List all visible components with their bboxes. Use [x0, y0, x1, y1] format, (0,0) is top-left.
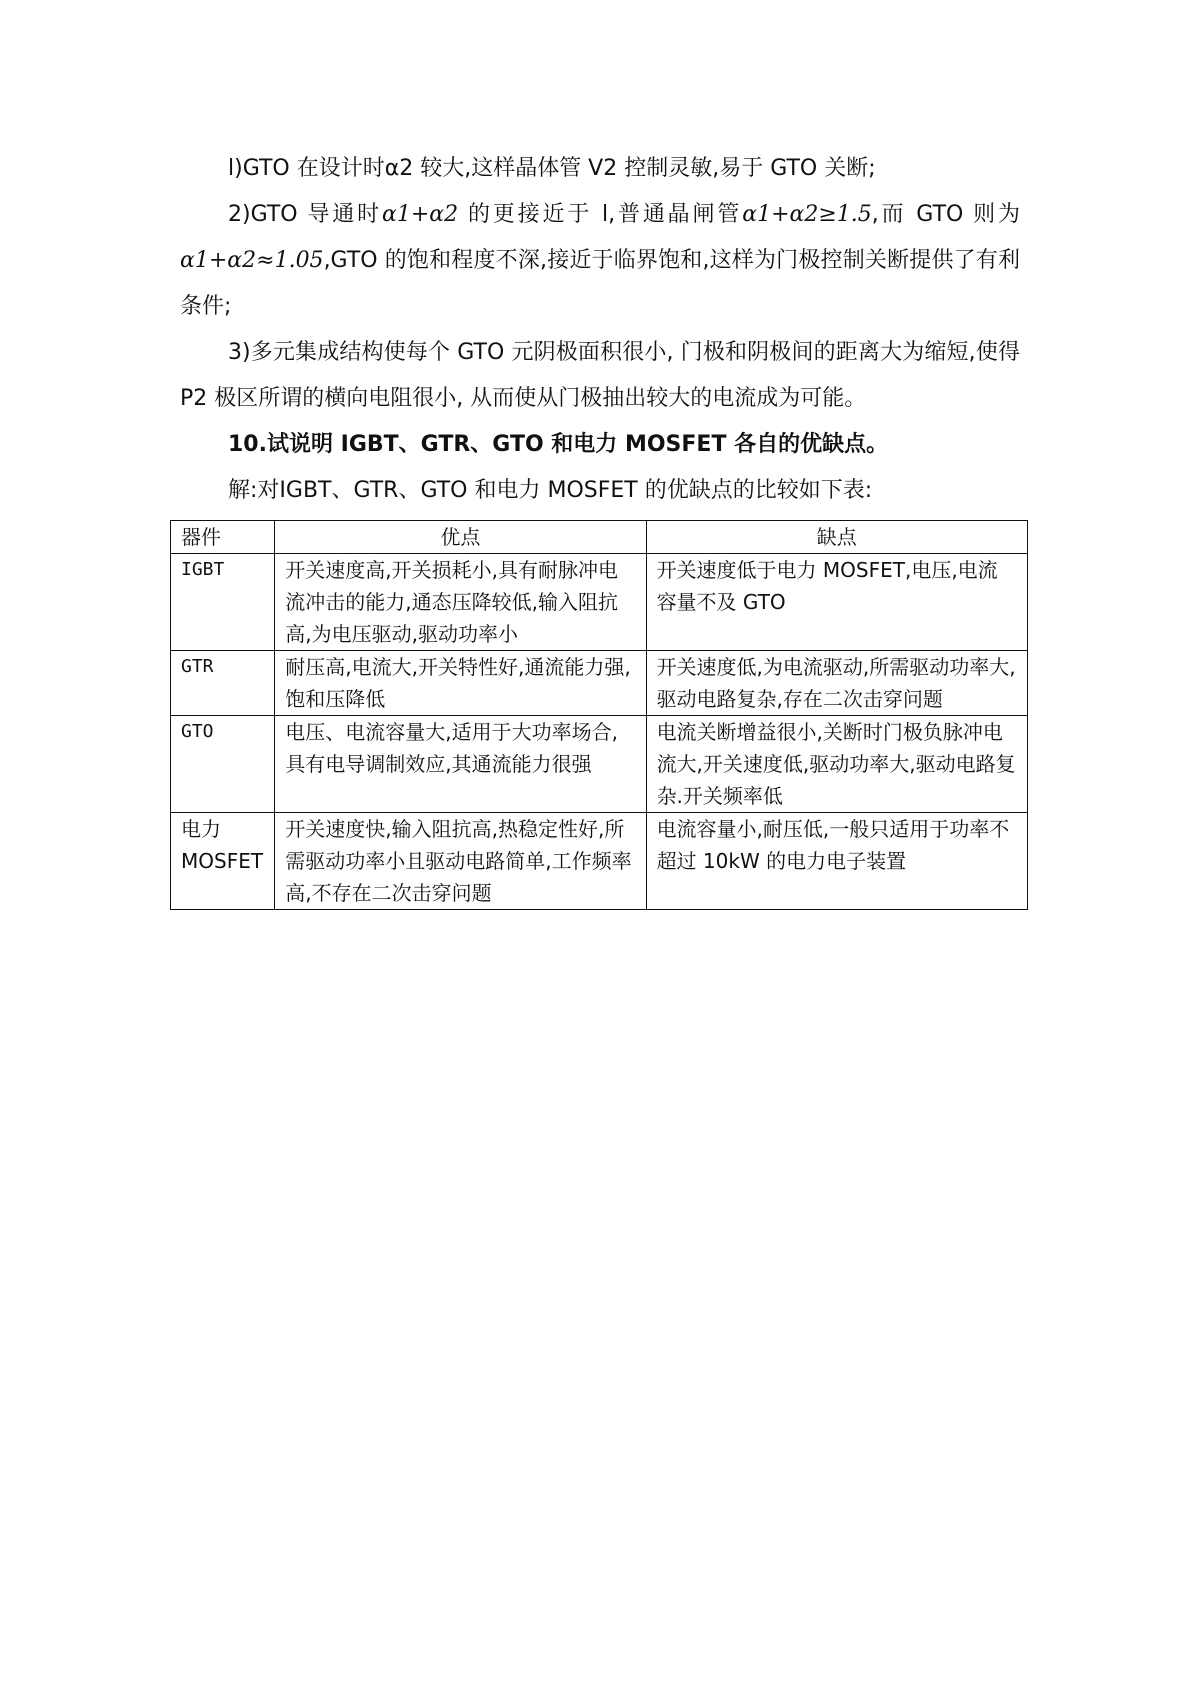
cell-advantages: 电压、电流容量大,适用于大功率场合,具有电导调制效应,其通流能力很强 [275, 716, 646, 813]
cell-device: 电力 MOSFET [171, 813, 275, 910]
cell-advantages: 耐压高,电流大,开关特性好,通流能力强,饱和压降低 [275, 651, 646, 716]
formula-thyristor: α1+α2≥1.5 [742, 202, 872, 227]
formula-alpha-sum: α1+α2 [381, 202, 459, 227]
header-advantages: 优点 [275, 521, 646, 554]
paragraph-2 [180, 192, 1020, 330]
cell-disadvantages: 电流关断增益很小,关断时门极负脉冲电流大,开关速度低,驱动功率大,驱动电路复杂.开关频率低 [646, 716, 1027, 813]
comparison-table [170, 520, 1028, 910]
table-row [171, 554, 1028, 651]
paragraph-1: l)GTO 在设计时α2 较大,这样晶体管 V2 控制灵敏,易于 GTO 关断; [228, 156, 876, 181]
cell-disadvantages: 开关速度低于电力 MOSFET,电压,电流容量不及 GTO [646, 554, 1027, 651]
paragraph-2-text-a: 2)GTO 导通时 [228, 202, 382, 227]
formula-gto: α1+α2≈1.05 [180, 248, 324, 273]
table-row [171, 651, 1028, 716]
paragraph-2-text-b: 的更接近于 l,普通晶闸管 [458, 202, 743, 227]
cell-advantages: 开关速度高,开关损耗小,具有耐脉冲电流冲击的能力,通态压降较低,输入阻抗高,为电压驱动,驱动功率小 [275, 554, 646, 651]
cell-device: IGBT [171, 554, 275, 651]
table-header-row [171, 521, 1028, 554]
paragraph-3: 3)多元集成结构使每个 GTO 元阴极面积很小, 门极和阴极间的距离大为缩短,使得 P2 极区所谓的横向电阻很小, 从而使从门极抽出较大的电流成为可能。 [180, 340, 1020, 411]
question-heading: 10.试说明 IGBT、GTR、GTO 和电力 MOSFET 各自的优缺点。 [228, 432, 889, 457]
cell-disadvantages: 电流容量小,耐压低,一般只适用于功率不超过 10kW 的电力电子装置 [646, 813, 1027, 910]
cell-device: GTR [171, 651, 275, 716]
header-device: 器件 [171, 521, 275, 554]
answer-intro: 解:对ⅠGBT、GTR、GTO 和电力 MOSFET 的优缺点的比较如下表: [228, 478, 873, 503]
header-disadvantages: 缺点 [646, 521, 1027, 554]
table-row [171, 813, 1028, 910]
paragraph-2-text-c: ,而 GTO 则为 [871, 202, 1021, 227]
table-row [171, 716, 1028, 813]
cell-disadvantages: 开关速度低,为电流驱动,所需驱动功率大,驱动电路复杂,存在二次击穿问题 [646, 651, 1027, 716]
cell-device: GTO [171, 716, 275, 813]
paragraph-2-text-d: ,GTO 的饱和程度不深,接近于临界饱和,这样为门极控制关断提供了有利条件; [180, 248, 1020, 319]
document-body [180, 146, 1020, 514]
cell-advantages: 开关速度快,输入阻抗高,热稳定性好,所需驱动功率小且驱动电路简单,工作频率高,不存在二次击穿问题 [275, 813, 646, 910]
